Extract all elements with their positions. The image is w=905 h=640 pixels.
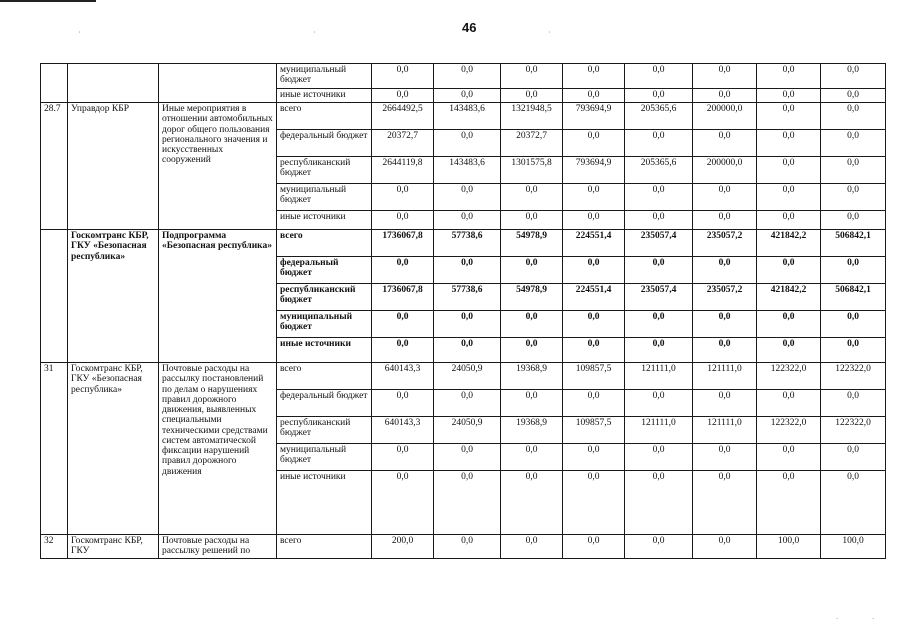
measure-name-cell: Почтовые расходы на рассылку решений по [159, 535, 277, 559]
row-number: 32 [41, 535, 68, 559]
amount-cell: 0,0 [434, 444, 501, 471]
amount-cell: 0,0 [625, 64, 693, 89]
amount-cell: 122322,0 [821, 363, 886, 390]
table-row [41, 230, 886, 257]
amount-cell: 0,0 [372, 64, 434, 89]
amount-cell: 0,0 [693, 535, 757, 559]
funding-source-label: всего [277, 535, 372, 559]
amount-cell: 121111,0 [625, 363, 693, 390]
amount-cell: 0,0 [372, 211, 434, 230]
amount-cell: 0,0 [821, 444, 886, 471]
amount-cell: 57738,6 [434, 284, 501, 311]
funding-source-label: федеральный бюджет [277, 390, 372, 417]
amount-cell: 0,0 [693, 338, 757, 363]
amount-cell: 0,0 [563, 89, 625, 103]
amount-cell: 0,0 [821, 184, 886, 211]
amount-cell: 793694,9 [563, 157, 625, 184]
amount-cell: 421842,2 [757, 230, 821, 257]
funding-source-label: всего [277, 230, 372, 257]
amount-cell: 143483,6 [434, 157, 501, 184]
amount-cell: 793694,9 [563, 103, 625, 130]
amount-cell: 0,0 [757, 64, 821, 89]
amount-cell: 0,0 [757, 103, 821, 130]
measure-name-cell: Почтовые расходы на рассылку постановлений по делам о нарушениях правил дорожного движения, выявленных специальными техническими средствами систем автоматической фиксации нарушений правил дорожного движения [159, 363, 277, 535]
funding-source-label: республиканский бюджет [277, 417, 372, 444]
amount-cell: 0,0 [821, 157, 886, 184]
executor-cell: Госкомтранс КБР, ГКУ «Безопасная республика» [68, 363, 159, 535]
amount-cell: 200000,0 [693, 157, 757, 184]
amount-cell: 0,0 [757, 338, 821, 363]
amount-cell: 0,0 [501, 257, 563, 284]
amount-cell: 0,0 [821, 257, 886, 284]
amount-cell: 235057,4 [625, 284, 693, 311]
amount-cell: 0,0 [563, 535, 625, 559]
amount-cell: 0,0 [757, 390, 821, 417]
executor-cell [68, 64, 159, 103]
amount-cell: 122322,0 [821, 417, 886, 444]
funding-source-label: муниципальный бюджет [277, 444, 372, 471]
amount-cell: 0,0 [501, 184, 563, 211]
table-row [41, 535, 886, 559]
amount-cell: 0,0 [563, 64, 625, 89]
amount-cell: 122322,0 [757, 363, 821, 390]
amount-cell: 0,0 [563, 184, 625, 211]
amount-cell: 0,0 [372, 311, 434, 338]
amount-cell: 0,0 [372, 444, 434, 471]
amount-cell: 640143,3 [372, 417, 434, 444]
amount-cell: 0,0 [625, 89, 693, 103]
amount-cell: 0,0 [563, 390, 625, 417]
amount-cell: 0,0 [757, 471, 821, 535]
table-row [41, 363, 886, 390]
amount-cell: 0,0 [434, 390, 501, 417]
funding-source-label: федеральный бюджет [277, 257, 372, 284]
amount-cell: 100,0 [757, 535, 821, 559]
page-number: 46 [462, 20, 477, 35]
funding-source-label: всего [277, 363, 372, 390]
amount-cell: 2664492,5 [372, 103, 434, 130]
amount-cell: 0,0 [693, 444, 757, 471]
amount-cell: 0,0 [693, 184, 757, 211]
amount-cell: 0,0 [501, 211, 563, 230]
amount-cell: 143483,6 [434, 103, 501, 130]
amount-cell: 0,0 [821, 390, 886, 417]
amount-cell: 0,0 [372, 390, 434, 417]
amount-cell: 1736067,8 [372, 284, 434, 311]
amount-cell: 0,0 [625, 211, 693, 230]
amount-cell: 0,0 [434, 338, 501, 363]
top-rule [0, 0, 96, 2]
amount-cell: 0,0 [693, 130, 757, 157]
amount-cell: 235057,2 [693, 230, 757, 257]
executor-cell: Госкомтранс КБР, ГКУ «Безопасная республика» [68, 230, 159, 363]
amount-cell: 121111,0 [625, 417, 693, 444]
amount-cell: 506842,1 [821, 284, 886, 311]
amount-cell: 1736067,8 [372, 230, 434, 257]
amount-cell: 205365,6 [625, 103, 693, 130]
amount-cell: 0,0 [821, 471, 886, 535]
amount-cell: 205365,6 [625, 157, 693, 184]
amount-cell: 0,0 [434, 257, 501, 284]
scan-mark: · [836, 615, 839, 623]
funding-source-label: иные источники [277, 89, 372, 103]
table-row [41, 103, 886, 130]
amount-cell: 200000,0 [693, 103, 757, 130]
amount-cell: 0,0 [757, 130, 821, 157]
amount-cell: 0,0 [501, 311, 563, 338]
amount-cell: 0,0 [757, 211, 821, 230]
row-number: 28.7 [41, 103, 68, 230]
amount-cell: 57738,6 [434, 230, 501, 257]
amount-cell: 235057,2 [693, 284, 757, 311]
amount-cell: 0,0 [434, 311, 501, 338]
measure-name-cell: Иные мероприятия в отношении автомобильных дорог общего пользования регионального значения и искусственных сооружений [159, 103, 277, 230]
amount-cell: 0,0 [563, 211, 625, 230]
executor-cell: Госкомтранс КБР, ГКУ [68, 535, 159, 559]
amount-cell: 0,0 [625, 311, 693, 338]
amount-cell: 0,0 [757, 89, 821, 103]
scan-mark: · [548, 28, 551, 37]
funding-source-label: муниципальный бюджет [277, 184, 372, 211]
amount-cell: 0,0 [563, 338, 625, 363]
amount-cell: 0,0 [625, 535, 693, 559]
amount-cell: 100,0 [821, 535, 886, 559]
amount-cell: 0,0 [501, 535, 563, 559]
amount-cell: 0,0 [372, 471, 434, 535]
amount-cell: 0,0 [372, 184, 434, 211]
amount-cell: 0,0 [693, 64, 757, 89]
amount-cell: 0,0 [625, 338, 693, 363]
amount-cell: 0,0 [501, 390, 563, 417]
amount-cell: 0,0 [563, 130, 625, 157]
amount-cell: 0,0 [821, 311, 886, 338]
amount-cell: 122322,0 [757, 417, 821, 444]
amount-cell: 0,0 [501, 338, 563, 363]
funding-source-label: республиканский бюджет [277, 157, 372, 184]
amount-cell: 0,0 [625, 184, 693, 211]
amount-cell: 0,0 [693, 390, 757, 417]
amount-cell: 0,0 [693, 211, 757, 230]
budget-table [40, 63, 886, 559]
scan-mark: · [78, 28, 81, 37]
amount-cell: 0,0 [757, 157, 821, 184]
amount-cell: 0,0 [821, 103, 886, 130]
amount-cell: 0,0 [563, 311, 625, 338]
amount-cell: 20372,7 [501, 130, 563, 157]
amount-cell: 0,0 [434, 535, 501, 559]
amount-cell: 1321948,5 [501, 103, 563, 130]
amount-cell: 0,0 [563, 444, 625, 471]
funding-source-label: муниципальный бюджет [277, 311, 372, 338]
row-number [41, 64, 68, 103]
row-number: 31 [41, 363, 68, 535]
funding-source-label: иные источники [277, 471, 372, 535]
amount-cell: 0,0 [821, 338, 886, 363]
amount-cell: 224551,4 [563, 284, 625, 311]
amount-cell: 20372,7 [372, 130, 434, 157]
executor-cell: Управдор КБР [68, 103, 159, 230]
amount-cell: 0,0 [625, 257, 693, 284]
amount-cell: 0,0 [625, 444, 693, 471]
measure-name-cell [159, 64, 277, 103]
amount-cell: 0,0 [625, 471, 693, 535]
amount-cell: 0,0 [434, 89, 501, 103]
amount-cell: 121111,0 [693, 417, 757, 444]
amount-cell: 24050,9 [434, 363, 501, 390]
amount-cell: 640143,3 [372, 363, 434, 390]
amount-cell: 0,0 [434, 471, 501, 535]
amount-cell: 1301575,8 [501, 157, 563, 184]
funding-source-label: всего [277, 103, 372, 130]
amount-cell: 0,0 [434, 130, 501, 157]
amount-cell: 0,0 [821, 130, 886, 157]
amount-cell: 109857,5 [563, 417, 625, 444]
amount-cell: 421842,2 [757, 284, 821, 311]
amount-cell: 0,0 [693, 311, 757, 338]
amount-cell: 0,0 [693, 471, 757, 535]
amount-cell: 2644119,8 [372, 157, 434, 184]
amount-cell: 0,0 [434, 64, 501, 89]
amount-cell: 109857,5 [563, 363, 625, 390]
amount-cell: 0,0 [821, 89, 886, 103]
amount-cell: 0,0 [372, 89, 434, 103]
amount-cell: 0,0 [625, 130, 693, 157]
funding-source-label: муниципальный бюджет [277, 64, 372, 89]
amount-cell: 0,0 [434, 211, 501, 230]
amount-cell: 0,0 [625, 390, 693, 417]
amount-cell: 0,0 [757, 444, 821, 471]
amount-cell: 121111,0 [693, 363, 757, 390]
amount-cell: 54978,9 [501, 230, 563, 257]
amount-cell: 0,0 [434, 184, 501, 211]
amount-cell: 0,0 [821, 211, 886, 230]
amount-cell: 0,0 [372, 257, 434, 284]
amount-cell: 0,0 [501, 471, 563, 535]
amount-cell: 0,0 [372, 338, 434, 363]
amount-cell: 0,0 [501, 64, 563, 89]
funding-source-label: иные источники [277, 211, 372, 230]
amount-cell: 506842,1 [821, 230, 886, 257]
amount-cell: 0,0 [821, 64, 886, 89]
amount-cell: 0,0 [563, 471, 625, 535]
measure-name-cell: Подпрограмма «Безопасная республика» [159, 230, 277, 363]
amount-cell: 0,0 [757, 257, 821, 284]
funding-source-label: иные источники [277, 338, 372, 363]
amount-cell: 54978,9 [501, 284, 563, 311]
funding-source-label: республиканский бюджет [277, 284, 372, 311]
amount-cell: 24050,9 [434, 417, 501, 444]
scan-mark: · [313, 28, 316, 37]
amount-cell: 0,0 [757, 184, 821, 211]
funding-source-label: федеральный бюджет [277, 130, 372, 157]
row-number [41, 230, 68, 363]
scan-mark: · [872, 615, 875, 623]
amount-cell: 19368,9 [501, 363, 563, 390]
amount-cell: 0,0 [501, 89, 563, 103]
amount-cell: 0,0 [693, 89, 757, 103]
amount-cell: 224551,4 [563, 230, 625, 257]
amount-cell: 235057,4 [625, 230, 693, 257]
amount-cell: 19368,9 [501, 417, 563, 444]
amount-cell: 200,0 [372, 535, 434, 559]
amount-cell: 0,0 [757, 311, 821, 338]
amount-cell: 0,0 [501, 444, 563, 471]
amount-cell: 0,0 [693, 257, 757, 284]
amount-cell: 0,0 [563, 257, 625, 284]
table-row [41, 64, 886, 89]
